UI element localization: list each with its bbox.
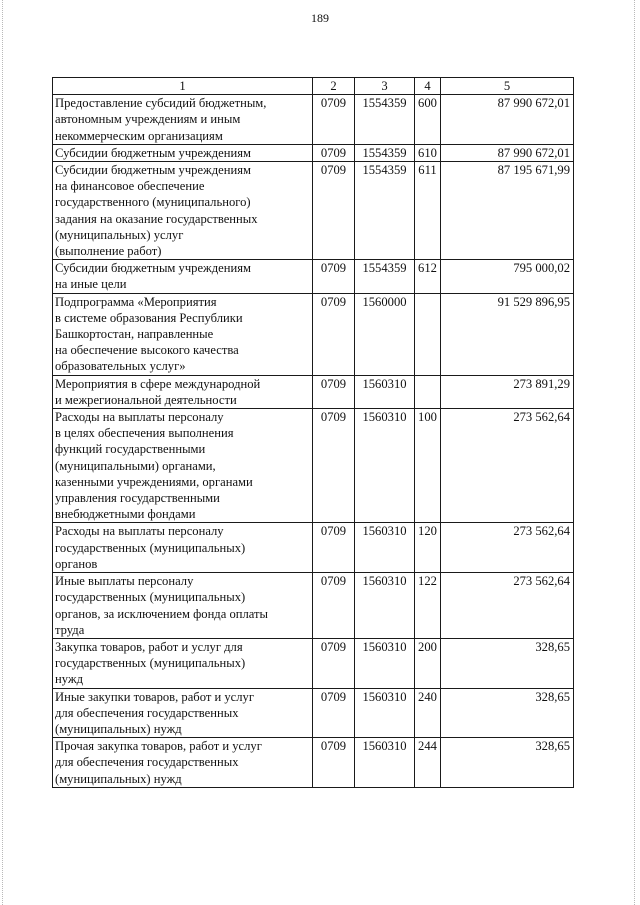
expense-type-cell: 122: [415, 573, 441, 639]
expense-name-line: Субсидии бюджетным учреждениям: [55, 145, 251, 160]
expense-name-line: управления государственными: [55, 491, 220, 506]
expense-name-line: (выполнение работ): [55, 244, 162, 259]
target-code-cell: 1560310: [355, 375, 415, 408]
expense-name-line: Иные выплаты персоналу: [55, 574, 194, 589]
expense-name-line: Мероприятия в сфере международной: [55, 376, 261, 391]
expense-name-cell: [53, 573, 313, 639]
page-number: 189: [311, 11, 329, 25]
table-row: [53, 375, 574, 408]
expense-type-cell: [415, 375, 441, 408]
expense-name-line: (муниципальных) нужд: [55, 771, 182, 786]
amount-cell: 273 562,64: [441, 523, 574, 573]
header-cell: 1: [53, 78, 313, 95]
expense-name-cell: [53, 409, 313, 523]
expense-type-cell: 244: [415, 738, 441, 788]
expense-type-cell: 610: [415, 144, 441, 161]
target-code-cell: 1560310: [355, 409, 415, 523]
expense-name-line: на финансовое обеспечение: [55, 179, 205, 194]
expense-name-line: государственных (муниципальных): [55, 656, 246, 671]
expense-name-line: и межрегиональной деятельности: [55, 392, 237, 407]
section-code-cell: 0709: [313, 738, 355, 788]
table-row: [53, 738, 574, 788]
header-cell: 3: [355, 78, 415, 95]
expense-name-cell: [53, 260, 313, 293]
table-body: [53, 78, 574, 788]
expense-name-line: органов: [55, 556, 98, 571]
expense-name-line: функций государственными: [55, 442, 206, 457]
section-code-cell: 0709: [313, 523, 355, 573]
target-code-cell: 1554359: [355, 144, 415, 161]
expense-type-cell: 200: [415, 638, 441, 688]
amount-cell: 273 891,29: [441, 375, 574, 408]
table-row: [53, 573, 574, 639]
amount-cell: 87 990 672,01: [441, 95, 574, 145]
amount-cell: 328,65: [441, 688, 574, 738]
table-row: [53, 293, 574, 375]
expense-type-cell: 612: [415, 260, 441, 293]
expense-name-cell: [53, 375, 313, 408]
section-code-cell: 0709: [313, 573, 355, 639]
expense-name-line: государственных (муниципальных): [55, 540, 246, 555]
target-code-cell: 1560310: [355, 638, 415, 688]
section-code-cell: 0709: [313, 260, 355, 293]
table-row: [53, 95, 574, 145]
expense-type-cell: 240: [415, 688, 441, 738]
expense-type-cell: 600: [415, 95, 441, 145]
expense-name-cell: [53, 95, 313, 145]
table-row: [53, 144, 574, 161]
expense-type-cell: 120: [415, 523, 441, 573]
amount-cell: 795 000,02: [441, 260, 574, 293]
expense-name-line: труда: [55, 622, 85, 637]
expense-name-line: Предоставление субсидий бюджетным,: [55, 96, 267, 111]
header-cell: 2: [313, 78, 355, 95]
expense-name-line: государственных (муниципальных): [55, 590, 246, 605]
header-cell: 4: [415, 78, 441, 95]
expense-type-cell: 100: [415, 409, 441, 523]
table-row: [53, 523, 574, 573]
expense-name-line: (муниципальными) органами,: [55, 458, 216, 473]
expense-name-line: Подпрограмма «Мероприятия: [55, 294, 217, 309]
amount-cell: 273 562,64: [441, 409, 574, 523]
expense-name-cell: [53, 688, 313, 738]
amount-cell: 87 195 671,99: [441, 162, 574, 260]
target-code-cell: 1560310: [355, 738, 415, 788]
section-code-cell: 0709: [313, 409, 355, 523]
expense-type-cell: [415, 293, 441, 375]
section-code-cell: 0709: [313, 688, 355, 738]
table-row: [53, 162, 574, 260]
expense-name-line: Иные закупки товаров, работ и услуг: [55, 689, 255, 704]
amount-cell: 273 562,64: [441, 573, 574, 639]
expense-name-line: для обеспечения государственных: [55, 755, 239, 770]
expense-name-line: Субсидии бюджетным учреждениям: [55, 163, 251, 178]
table-row: [53, 638, 574, 688]
amount-cell: 91 529 896,95: [441, 293, 574, 375]
expense-type-cell: 611: [415, 162, 441, 260]
header-cell: 5: [441, 78, 574, 95]
target-code-cell: 1554359: [355, 95, 415, 145]
amount-cell: 328,65: [441, 738, 574, 788]
expense-name-line: Субсидии бюджетным учреждениям: [55, 261, 251, 276]
expense-name-line: задания на оказание государственных: [55, 211, 258, 226]
expense-name-cell: [53, 293, 313, 375]
budget-table: [52, 77, 574, 788]
expense-name-cell: [53, 162, 313, 260]
target-code-cell: 1560310: [355, 573, 415, 639]
scan-edge-left: [2, 0, 4, 905]
expense-name-cell: [53, 738, 313, 788]
section-code-cell: 0709: [313, 162, 355, 260]
expense-name-line: Прочая закупка товаров, работ и услуг: [55, 739, 262, 754]
table-row: [53, 688, 574, 738]
scan-edge-right: [634, 0, 636, 905]
expense-name-line: в системе образования Республики: [55, 310, 243, 325]
expense-name-line: образовательных услуг»: [55, 359, 186, 374]
expense-name-line: внебюджетными фондами: [55, 507, 196, 522]
expense-name-line: на иные цели: [55, 277, 127, 292]
expense-name-line: автономным учреждениям и иным: [55, 112, 241, 127]
expense-name-line: (муниципальных) нужд: [55, 721, 182, 736]
target-code-cell: 1560000: [355, 293, 415, 375]
amount-cell: 328,65: [441, 638, 574, 688]
expense-name-line: некоммерческим организациям: [55, 128, 223, 143]
table-row: [53, 260, 574, 293]
expense-name-line: Расходы на выплаты персоналу: [55, 524, 224, 539]
section-code-cell: 0709: [313, 293, 355, 375]
section-code-cell: 0709: [313, 144, 355, 161]
expense-name-line: нужд: [55, 672, 83, 687]
expense-name-cell: [53, 523, 313, 573]
expense-name-line: казенными учреждениями, органами: [55, 474, 253, 489]
table-row: [53, 409, 574, 523]
expense-name-line: органов, за исключением фонда оплаты: [55, 606, 269, 621]
expense-name-line: Расходы на выплаты персоналу: [55, 410, 224, 425]
expense-name-line: Закупка товаров, работ и услуг для: [55, 639, 243, 654]
expense-name-cell: [53, 144, 313, 161]
expense-name-cell: [53, 638, 313, 688]
amount-cell: 87 990 672,01: [441, 144, 574, 161]
expense-name-line: государственного (муниципального): [55, 195, 251, 210]
target-code-cell: 1554359: [355, 260, 415, 293]
section-code-cell: 0709: [313, 95, 355, 145]
expense-name-line: Башкортостан, направленные: [55, 327, 214, 342]
section-code-cell: 0709: [313, 375, 355, 408]
expense-name-line: на обеспечение высокого качества: [55, 343, 239, 358]
section-code-cell: 0709: [313, 638, 355, 688]
expense-name-line: (муниципальных) услуг: [55, 227, 184, 242]
expense-name-line: в целях обеспечения выполнения: [55, 426, 234, 441]
target-code-cell: 1560310: [355, 688, 415, 738]
table-header-row: [53, 78, 574, 95]
target-code-cell: 1554359: [355, 162, 415, 260]
expense-name-line: для обеспечения государственных: [55, 705, 239, 720]
target-code-cell: 1560310: [355, 523, 415, 573]
